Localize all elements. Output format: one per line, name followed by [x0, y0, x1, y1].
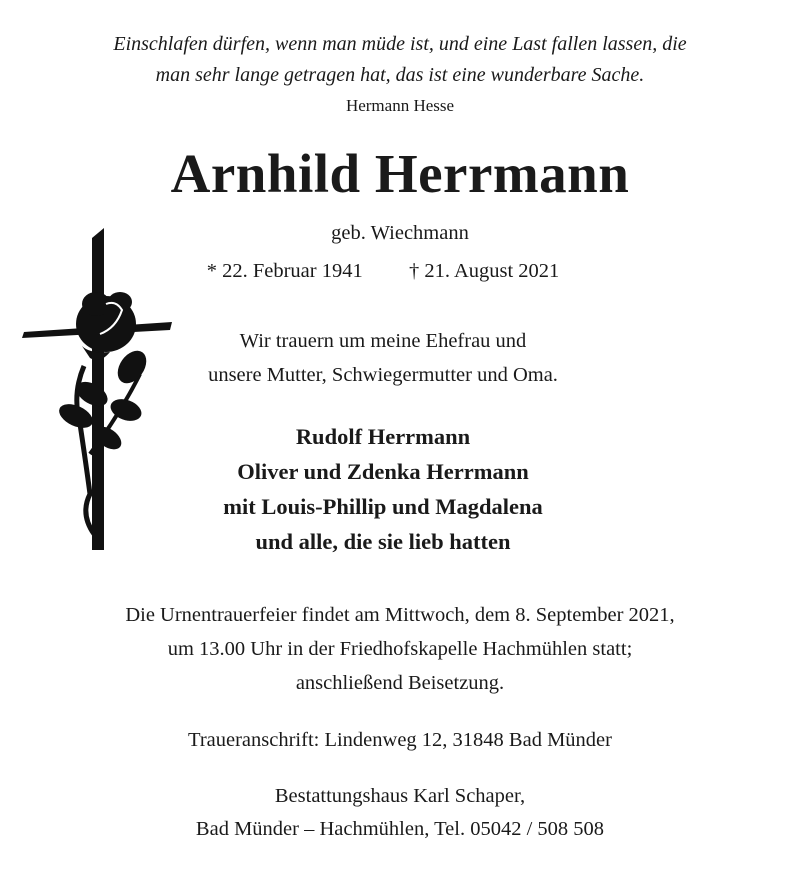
family-line-4: und alle, die sie lieb hatten [255, 529, 511, 554]
quote-line-2: man sehr lange getragen hat, das ist eine wunderbare Sache. [155, 64, 645, 86]
death-date: † 21. August 2021 [408, 260, 560, 282]
ceremony-line-3: anschließend Beisetzung. [295, 672, 505, 694]
rose-icon [76, 292, 136, 360]
mourning-line-2: unsere Mutter, Schwiegermutter und Oma. [208, 364, 558, 386]
mourning-line-1: Wir trauern um meine Ehefrau und [239, 330, 527, 352]
undertaker-line-2: Bad Münder – Hachmühlen, Tel. 05042 / 508 508 [195, 818, 605, 840]
quote-line-1: Einschlafen dürfen, wenn man müde ist, und eine Last fallen lassen, die [113, 33, 687, 55]
ceremony-line-1: Die Urnentrauerfeier findet am Mittwoch, dem 8. September 2021, [125, 604, 675, 626]
cross-with-rose-icon [20, 224, 180, 554]
ceremony-line-2: um 13.00 Uhr in der Friedhofskapelle Hachmühlen statt; [167, 638, 633, 660]
quote-author: Hermann Hesse [345, 96, 455, 115]
deceased-name: Arnhild Herrmann [170, 143, 630, 204]
family-line-3: mit Louis-Phillip und Magdalena [223, 494, 543, 519]
maiden-name: geb. Wiechmann [331, 222, 469, 244]
mourning-address: Traueranschrift: Lindenweg 12, 31848 Bad Münder [188, 729, 612, 751]
family-line-1: Rudolf Herrmann [295, 424, 471, 449]
family-line-2: Oliver und Zdenka Herrmann [237, 459, 529, 484]
birth-date: * 22. Februar 1941 [206, 260, 363, 282]
undertaker-line-1: Bestattungshaus Karl Schaper, [274, 785, 526, 807]
